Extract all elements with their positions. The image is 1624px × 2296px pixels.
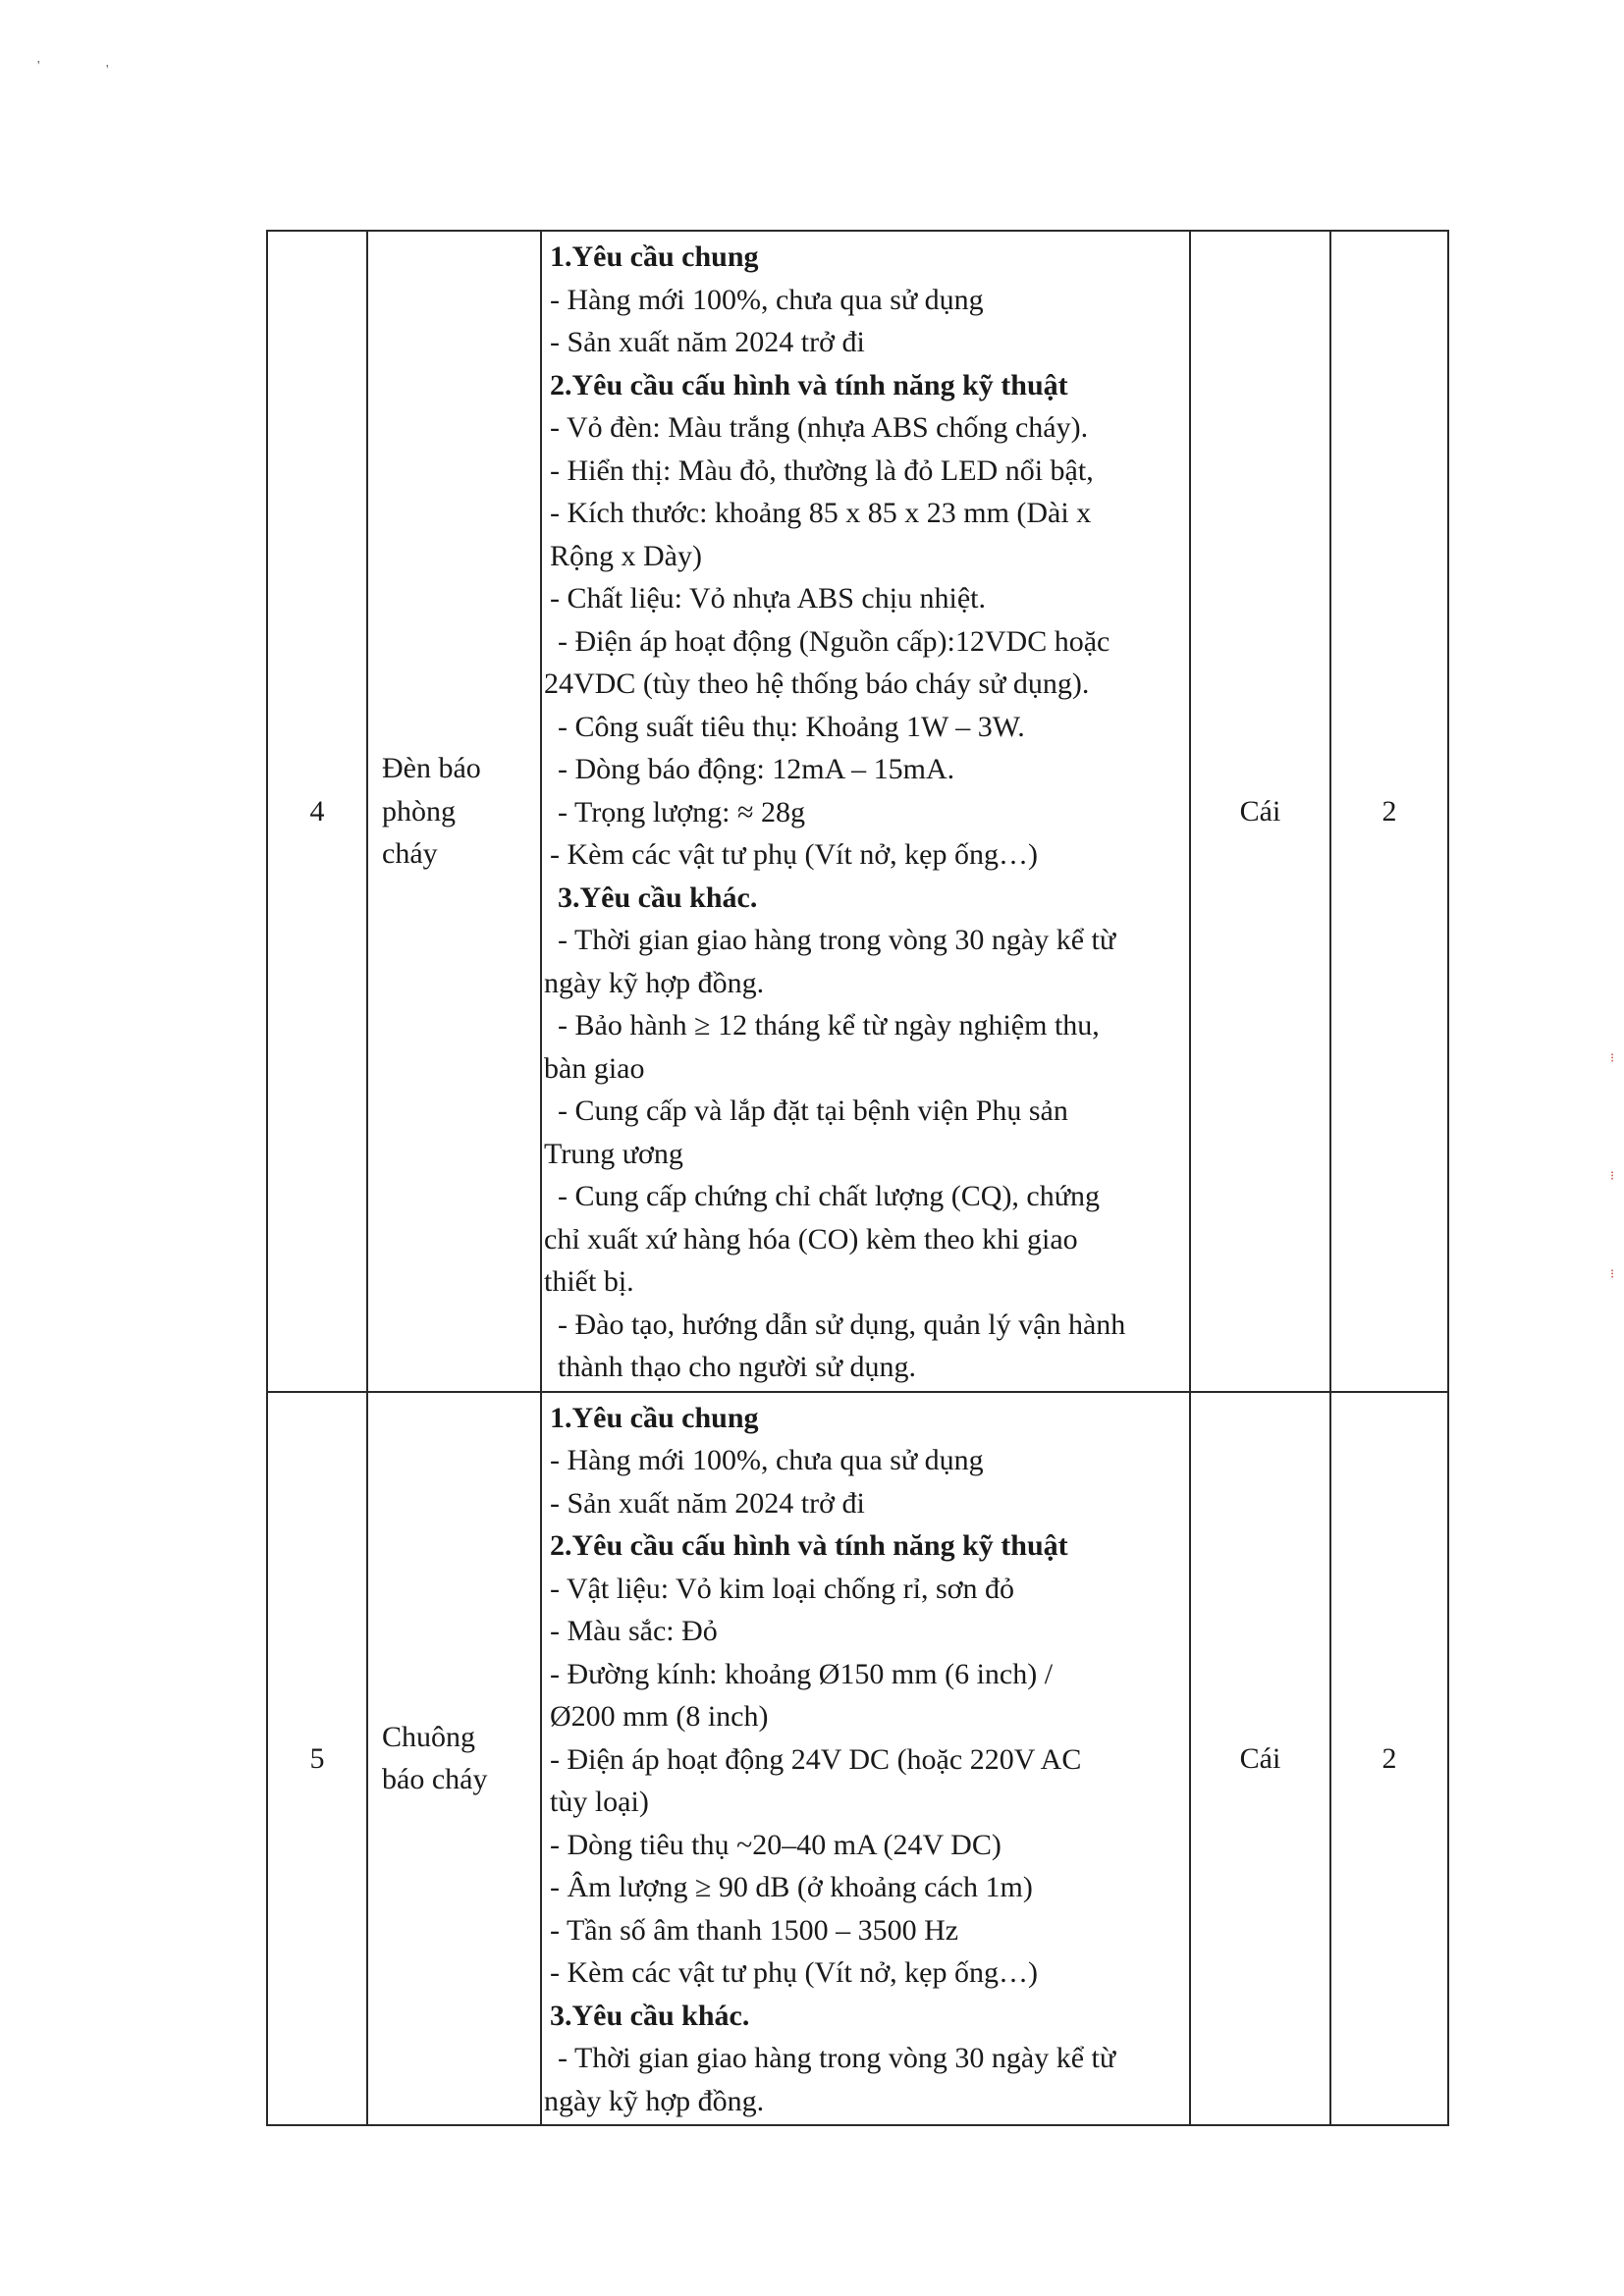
spec-line: - Sản xuất năm 2024 trở đi (550, 326, 865, 358)
row-number: 4 (267, 231, 367, 1392)
row-number: 5 (267, 1392, 367, 2126)
item-name (367, 1392, 541, 2126)
item-name (367, 231, 541, 1392)
item-name-line: Chuông (382, 1720, 476, 1753)
spec-line: - Đường kính: khoảng Ø150 mm (6 inch) / (550, 1657, 1054, 1690)
item-name-line: phòng (382, 794, 456, 828)
spec-heading: 2.Yêu cầu cấu hình và tính năng kỹ thuật (550, 1529, 1068, 1562)
spec-line: - Thời gian giao hàng trong vòng 30 ngày kể từ (558, 2042, 1116, 2074)
spec-table (266, 230, 1449, 2126)
margin-stamp-fragment: ⁝ (1610, 1266, 1615, 1281)
spec-line: - Sản xuất năm 2024 trở đi (550, 1486, 865, 1520)
spec-line: Rộng x Dày) (550, 539, 702, 572)
spec-line: - Trọng lượng: ≈ 28g (558, 795, 805, 828)
spec-line: bàn giao (544, 1051, 645, 1085)
scan-speck: ' (106, 63, 109, 78)
spec-line: - Dòng tiêu thụ ~20–40 mA (24V DC) (550, 1828, 1001, 1861)
spec-heading: 1.Yêu cầu chung (550, 1401, 759, 1434)
margin-stamp-fragment: ⁝ (1610, 1168, 1615, 1183)
spec-heading: 3.Yêu cầu khác. (558, 881, 758, 914)
table-row (267, 1392, 1448, 2126)
spec-line: - Vỏ đèn: Màu trắng (nhựa ABS chống cháy). (550, 411, 1089, 444)
spec-line: - Kèm các vật tư phụ (Vít nở, kẹp ống…) (550, 1956, 1038, 1989)
spec-line: - Dòng báo động: 12mA – 15mA. (558, 753, 955, 785)
spec-line: Trung ương (544, 1137, 683, 1170)
item-name-line: Đèn báo (382, 752, 481, 784)
scan-speck: ' (37, 59, 40, 74)
spec-line: ngày kỹ hợp đồng. (544, 966, 765, 999)
unit: Cái (1190, 1392, 1330, 2126)
spec-line: - Tần số âm thanh 1500 – 3500 Hz (550, 1913, 959, 1947)
quantity: 2 (1330, 231, 1448, 1392)
spec-line: - Màu sắc: Đỏ (550, 1615, 718, 1647)
spec-line: tùy loại) (550, 1786, 649, 1818)
item-spec (541, 1392, 1190, 2126)
spec-line: - Hiển thị: Màu đỏ, thường là đỏ LED nổi bật, (550, 454, 1094, 487)
spec-line: - Chất liệu: Vỏ nhựa ABS chịu nhiệt. (550, 582, 987, 614)
spec-line: thiết bị. (544, 1265, 634, 1298)
spec-line: - Vật liệu: Vỏ kim loại chống rỉ, sơn đỏ (550, 1572, 1015, 1605)
spec-line: 24VDC (tùy theo hệ thống báo cháy sử dụng). (544, 667, 1090, 700)
unit: Cái (1190, 231, 1330, 1392)
spec-line: - Đào tạo, hướng dẫn sử dụng, quản lý vận hành (558, 1308, 1126, 1341)
spec-line: - Điện áp hoạt động 24V DC (hoặc 220V AC (550, 1742, 1082, 1776)
spec-line: - Kèm các vật tư phụ (Vít nở, kẹp ống…) (550, 838, 1038, 871)
spec-line: - Thời gian giao hàng trong vòng 30 ngày kể từ (558, 924, 1116, 956)
spec-heading: 2.Yêu cầu cấu hình và tính năng kỹ thuật (550, 368, 1068, 401)
spec-line: - Cung cấp chứng chỉ chất lượng (CQ), chứng (558, 1180, 1101, 1212)
item-name-line: cháy (382, 837, 438, 870)
spec-line: - Âm lượng ≥ 90 dB (ở khoảng cách 1m) (550, 1871, 1033, 1903)
spec-heading: 3.Yêu cầu khác. (550, 1999, 750, 2032)
spec-line: - Hàng mới 100%, chưa qua sử dụng (550, 1444, 984, 1476)
spec-line: - Bảo hành ≥ 12 tháng kể từ ngày nghiệm thu, (558, 1009, 1100, 1041)
table-row (267, 231, 1448, 1392)
spec-line: chỉ xuất xứ hàng hóa (CO) kèm theo khi giao (544, 1222, 1078, 1255)
spec-line: - Hàng mới 100%, chưa qua sử dụng (550, 283, 984, 316)
margin-stamp-fragment: ⁝ (1610, 1050, 1615, 1065)
spec-line: - Công suất tiêu thụ: Khoảng 1W – 3W. (558, 710, 1025, 743)
item-name-line: báo cháy (382, 1763, 488, 1796)
spec-line: - Cung cấp và lắp đặt tại bệnh viện Phụ sản (558, 1095, 1068, 1127)
spec-line: Ø200 mm (8 inch) (550, 1700, 769, 1733)
item-spec (541, 231, 1190, 1392)
spec-line: - Điện áp hoạt động (Nguồn cấp):12VDC hoặc (558, 624, 1110, 658)
spec-heading: 1.Yêu cầu chung (550, 240, 759, 273)
spec-line: ngày kỹ hợp đồng. (544, 2084, 765, 2117)
spec-line: thành thạo cho người sử dụng. (558, 1351, 917, 1383)
quantity: 2 (1330, 1392, 1448, 2126)
spec-line: - Kích thước: khoảng 85 x 85 x 23 mm (Dài x (550, 497, 1092, 529)
